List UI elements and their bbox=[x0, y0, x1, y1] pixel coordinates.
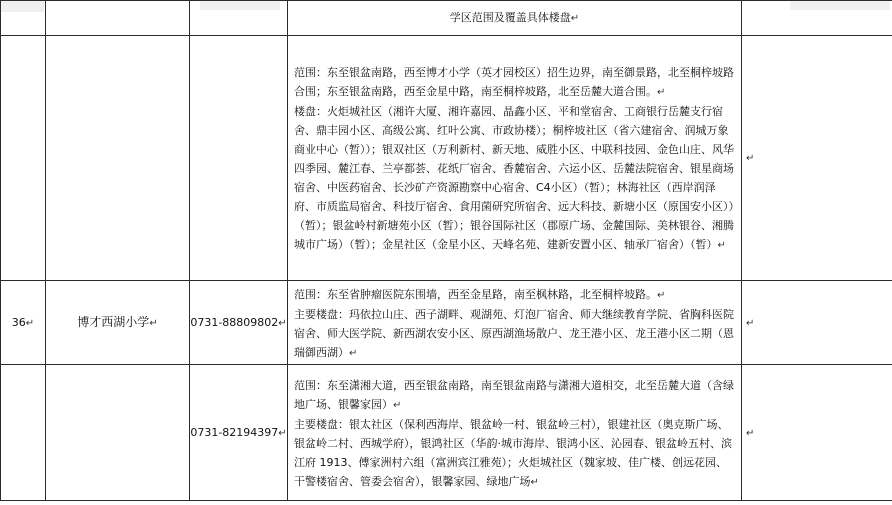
table-row bbox=[1, 281, 892, 365]
header-cell-remarks bbox=[742, 1, 892, 36]
table-header-row bbox=[1, 1, 892, 36]
cell-no bbox=[1, 365, 46, 501]
cell-remarks bbox=[742, 36, 892, 281]
paragraph-mark: ↵ bbox=[746, 427, 755, 439]
paragraph-mark: ↵ bbox=[746, 153, 755, 164]
cell-remarks bbox=[742, 365, 892, 501]
cell-phone: 0731-88809802↵ bbox=[190, 281, 288, 365]
header-cell-phone bbox=[190, 1, 288, 36]
district-buildings-text: 楼盘：火炬城社区（湘许大厦、湘许嘉园、晶鑫小区、平和堂宿舍、工商银行岳麓支行宿舍、鼎丰园小区、高级公寓、红叶公寓、市政协楼）；桐梓坡社区（省六建宿舍、润城万象商业中心（暂））；银双社区（万利新村、新天地、威胜小区、中联科技园、金色山庄、风华四季园、麓江春、兰亭都荟、花纸厂宿舍、香麓宿舍、六运小区、岳麓法院宿舍、银星商场宿舍、中医药宿舍、长沙矿产资源勘察中心宿舍、C4小区）（暂）；林海社区（西岸润泽府、市质监局宿舍、科技厅宿舍、食用菌研究所宿舍、远大科技、新塘小区（原国安小区））（暂）；银盆岭村新塘苑小区（暂）；银谷国际社区（郡原广场、金麓国际、美林银谷、湘腾城市广场）（暂）；金星社区（金星小区、天峰名苑、建新安置小区、轴承厂宿舍）（暂）↵ bbox=[294, 105, 734, 251]
table-row bbox=[1, 36, 892, 281]
cell-phone: 0731-82194397↵ bbox=[190, 365, 288, 501]
table-row bbox=[1, 365, 892, 501]
district-range-text: 范围：东至潇湘大道，西至银盆南路，南至银盆南路与潇湘大道相交，北至岳麓大道（含绿地广场、银馨家园）↵ bbox=[294, 378, 734, 411]
cell-school bbox=[46, 365, 190, 501]
cell-district bbox=[288, 36, 742, 281]
header-cell-no bbox=[1, 1, 46, 36]
district-buildings-text: 主要楼盘：玛依拉山庄、西子湖畔、观湖苑、灯泡厂宿舍、师大继续教育学院、省胸科医院宿舍、师大医学院、新西湖农安小区、原西湖渔场散户、龙王港小区、龙王港小区二期（恩瑞御西湖）↵ bbox=[294, 307, 734, 359]
header-cell-district bbox=[288, 1, 742, 36]
cell-remarks bbox=[742, 281, 892, 365]
cell-no bbox=[1, 36, 46, 281]
header-district-label: 学区范围及覆盖具体楼盘 bbox=[449, 11, 571, 24]
district-buildings-text: 主要楼盘：银太社区（保利西海岸、银盆岭一村、银盆岭三村），银建社区（奥克斯广场、银盆岭二村、西城学府），银鸿社区（华韵·城市海岸、银鸿小区、沁园春、银盆岭五村、滨江府 1913、傅家洲村六组（富洲宾江雅苑）；火炬城社区（魏家坡、佳广楼、创远花园、干警楼宿舍、管委会宿舍），银馨家园、绿地广场↵ bbox=[294, 417, 732, 488]
district-range-text: 范围：东至银盆南路，西至博才小学（英才园校区）招生边界，南至御景路，北至桐梓坡路合围；东至银盆南路，西至金星中路，南至桐梓坡路，北至岳麓大道合围。↵ bbox=[294, 66, 734, 98]
cell-district bbox=[288, 365, 742, 501]
header-cell-school bbox=[46, 1, 190, 36]
cell-school: 博才西湖小学↵ bbox=[46, 281, 190, 365]
cell-phone bbox=[190, 36, 288, 281]
cell-no: 36↵ bbox=[1, 281, 46, 365]
district-range-text: 范围：东至省肿瘤医院东围墙，西至金星路，南至枫林路，北至桐梓坡路。↵ bbox=[294, 287, 666, 301]
paragraph-mark: ↵ bbox=[570, 13, 580, 24]
paragraph-mark: ↵ bbox=[746, 317, 755, 329]
cell-district bbox=[288, 281, 742, 365]
cell-school bbox=[46, 36, 190, 281]
